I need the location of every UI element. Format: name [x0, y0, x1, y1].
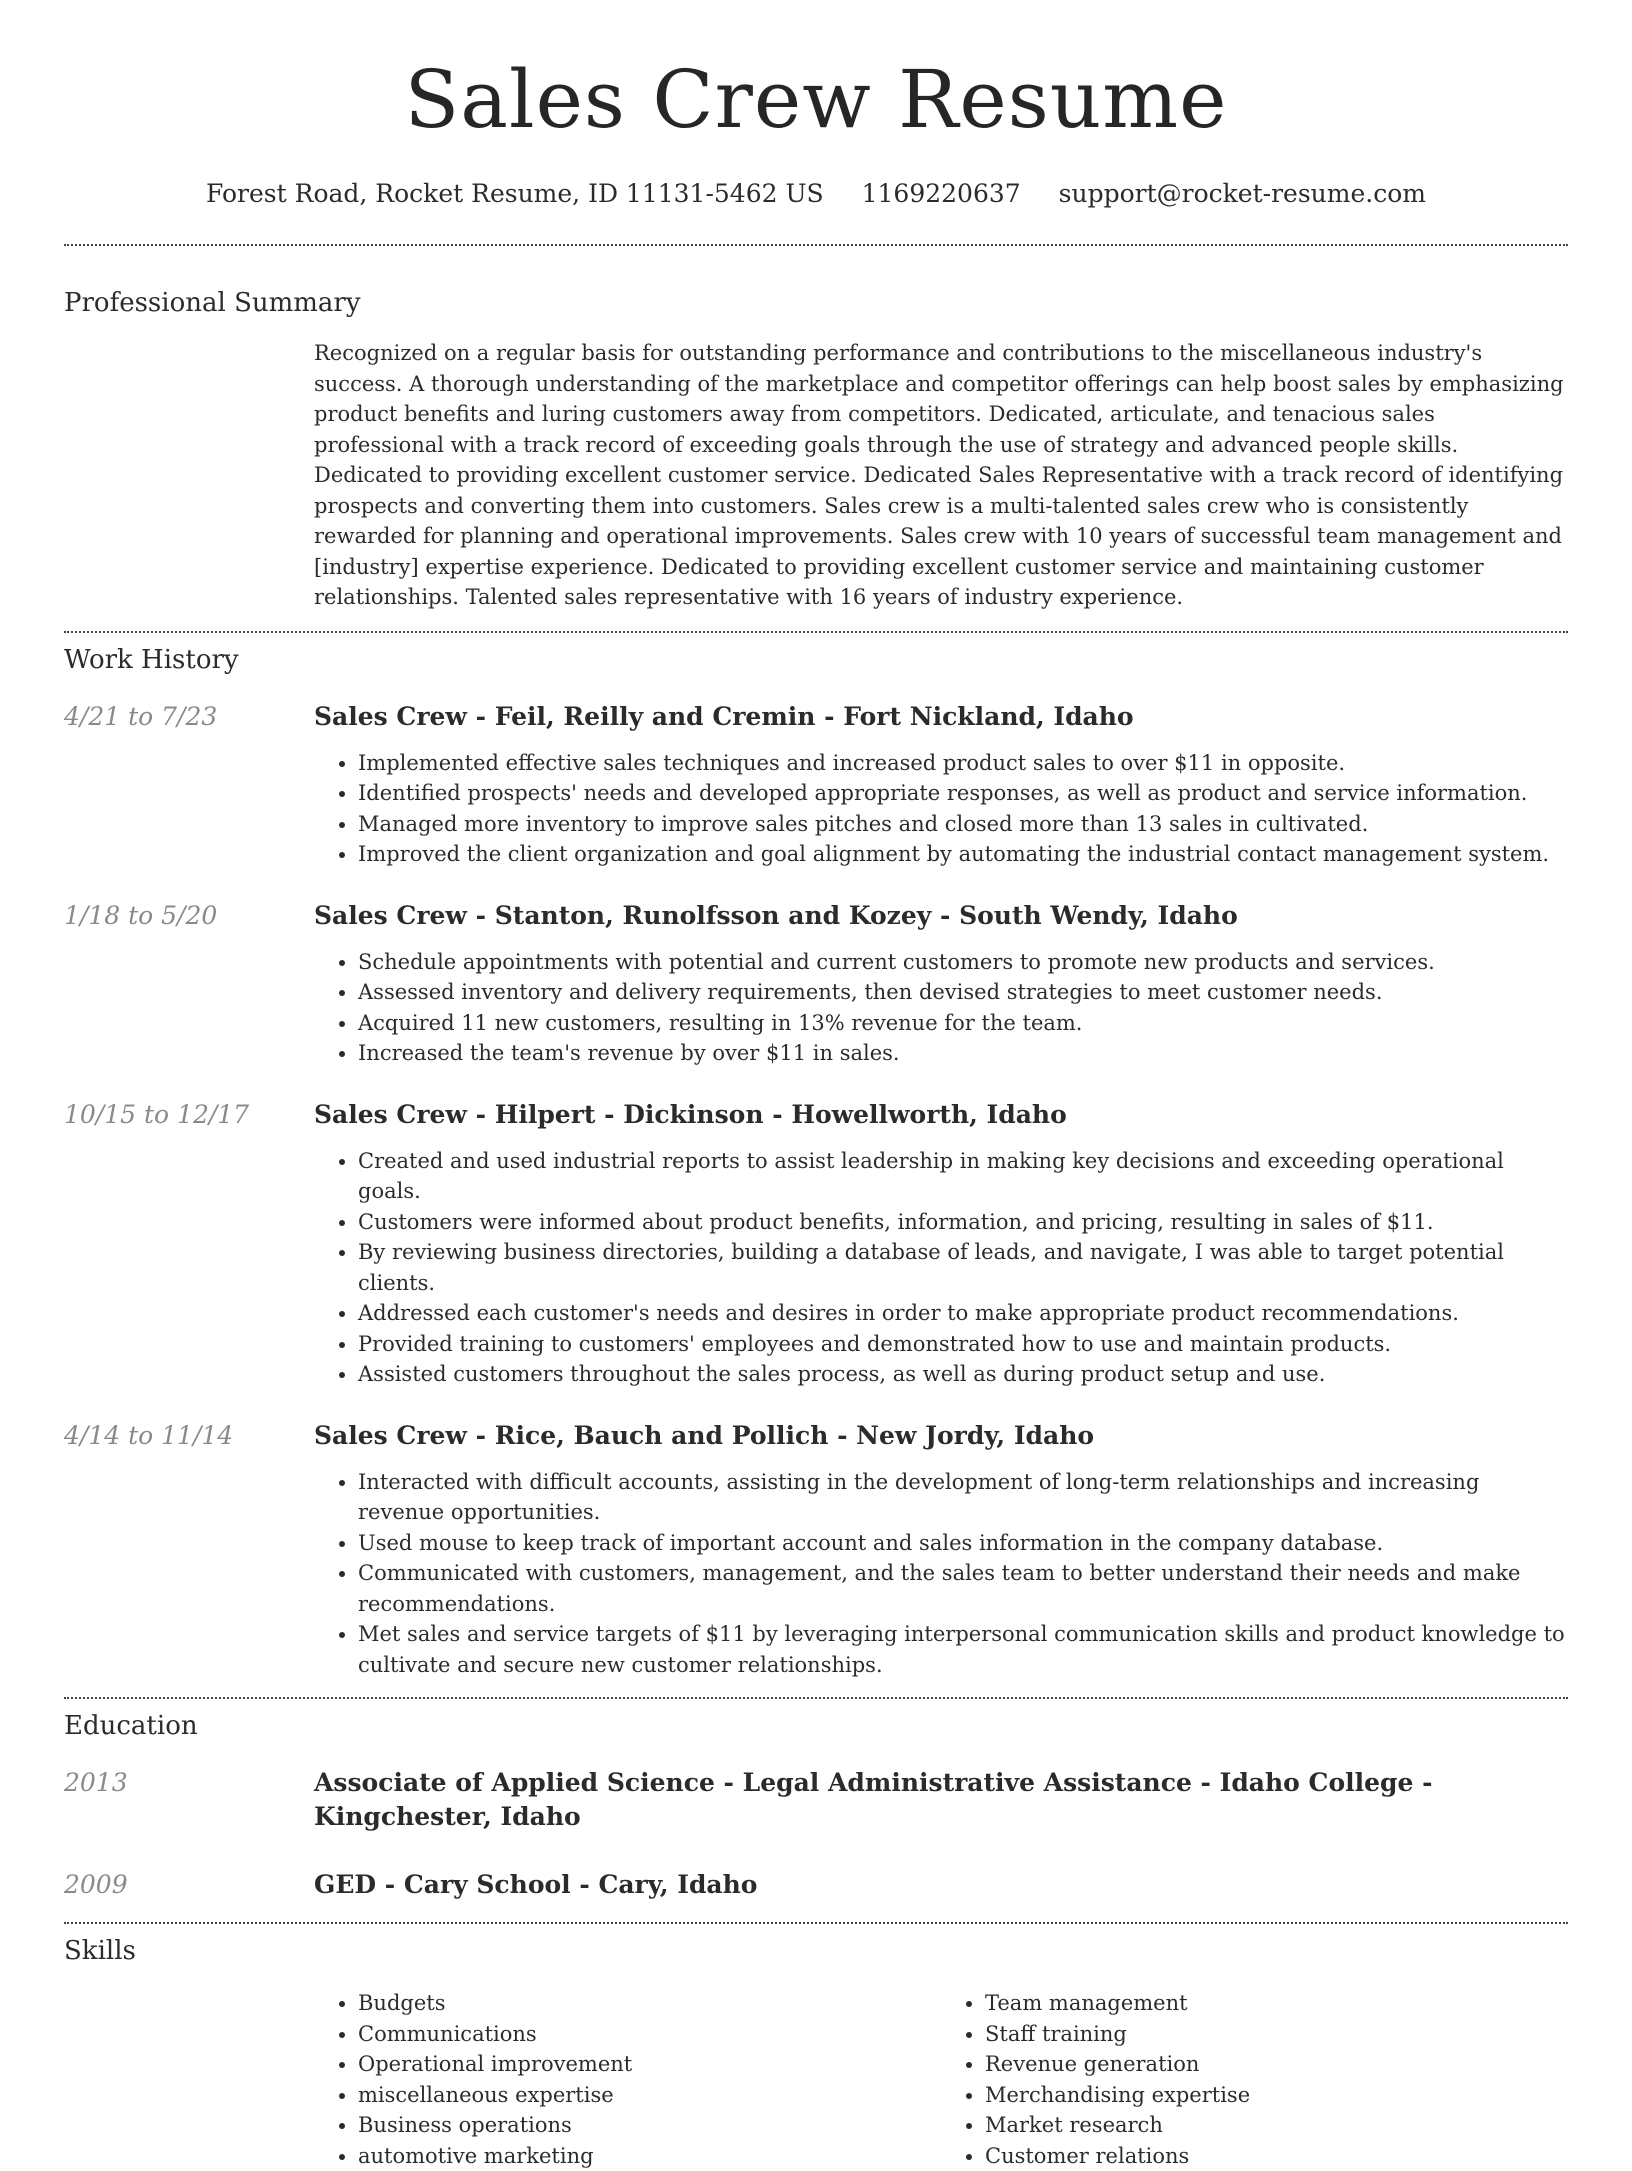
- skills-list-right: [941, 1988, 1568, 2171]
- section-heading: Professional Summary: [64, 286, 1568, 320]
- job-date: 4/21 to 7/23: [64, 700, 314, 734]
- summary-text: Recognized on a regular basis for outstanding performance and contributions to the miscellaneous industry's success. A thorough understanding of the marketplace and competitor offerings can help boost sales by emphasizing product benefits and luring customers away from competitors. Dedicated, articulate, and tenacious sales professional with a track record of exceeding goals through the use of strategy and advanced people skills. Dedicated to providing excellent customer service. Dedicated Sales Representative with a track record of identifying prospects and converting them into customers. Sales crew is a multi-talented sales crew who is consistently rewarded for planning and operational improvements. Sales crew with 10 years of successful team management and [industry] expertise experience. Dedicated to providing excellent customer service and maintaining customer relationships. Talented sales representative with 16 years of industry experience.: [314, 338, 1568, 613]
- contact-email: support@rocket-resume.com: [1059, 179, 1426, 208]
- job-title: Sales Crew - Hilpert - Dickinson - Howellworth, Idaho: [314, 1098, 1067, 1132]
- list-item: • Customers were informed about product benefits, information, and pricing, resulting in sales of $11.: [358, 1207, 1568, 1238]
- skill-item: • Budgets: [358, 1988, 941, 2019]
- contact-phone: 1169220637: [862, 179, 1021, 208]
- list-item: • Interacted with difficult accounts, assisting in the development of long-term relationships and increasing revenue opportunities.: [358, 1467, 1568, 1528]
- list-item: • Identified prospects' needs and developed appropriate responses, as well as product and service information.: [358, 778, 1568, 809]
- skill-item: • Communications: [358, 2019, 941, 2050]
- education-entry: [64, 1868, 1568, 1902]
- summary-section: [0, 286, 1632, 613]
- education-date: 2009: [64, 1868, 314, 1902]
- job-title: Sales Crew - Feil, Reilly and Cremin - Fort Nickland, Idaho: [314, 700, 1134, 734]
- skills-list-left: [314, 1988, 941, 2171]
- list-item: • Improved the client organization and goal alignment by automating the industrial contact management system.: [358, 839, 1568, 870]
- job-entry: [64, 700, 1568, 870]
- job-bullets: [314, 1146, 1568, 1390]
- skill-item: • miscellaneous expertise: [358, 2080, 941, 2111]
- list-item: • Increased the team's revenue by over $11 in sales.: [358, 1038, 1568, 1069]
- list-item: • Assessed inventory and delivery requirements, then devised strategies to meet customer needs.: [358, 977, 1568, 1008]
- section-heading: Education: [64, 1709, 1568, 1743]
- skill-item: • Market research: [985, 2110, 1568, 2141]
- job-date: 4/14 to 11/14: [64, 1419, 314, 1453]
- list-item: • Used mouse to keep track of important account and sales information in the company database.: [358, 1528, 1568, 1559]
- education-title: Associate of Applied Science - Legal Administrative Assistance - Idaho College - Kingchester, Idaho: [314, 1766, 1568, 1834]
- divider: [64, 1922, 1568, 1924]
- skill-item: • Operational improvement: [358, 2049, 941, 2080]
- skill-item: • automotive marketing: [358, 2141, 941, 2171]
- education-title: GED - Cary School - Cary, Idaho: [314, 1868, 757, 1902]
- resume-title: Sales Crew Resume: [0, 0, 1632, 148]
- job-bullets: [314, 947, 1568, 1069]
- education-date: 2013: [64, 1766, 314, 1834]
- list-item: • Communicated with customers, management, and the sales team to better understand their needs and make recommendations.: [358, 1558, 1568, 1619]
- education-section: [0, 1709, 1632, 1902]
- skill-item: • Revenue generation: [985, 2049, 1568, 2080]
- section-heading: Work History: [64, 643, 1568, 677]
- skills-section: [0, 1934, 1632, 2171]
- skill-item: • Business operations: [358, 2110, 941, 2141]
- divider: [64, 631, 1568, 633]
- divider: [64, 244, 1568, 246]
- work-section: [0, 643, 1632, 1681]
- list-item: • Addressed each customer's needs and desires in order to make appropriate product recommendations.: [358, 1298, 1568, 1329]
- list-item: • Created and used industrial reports to assist leadership in making key decisions and exceeding operational goals.: [358, 1146, 1568, 1207]
- skill-item: • Staff training: [985, 2019, 1568, 2050]
- job-entry: [64, 1419, 1568, 1681]
- divider: [64, 1697, 1568, 1699]
- section-heading: Skills: [64, 1934, 1568, 1968]
- job-date: 10/15 to 12/17: [64, 1098, 314, 1132]
- list-item: • Assisted customers throughout the sales process, as well as during product setup and use.: [358, 1359, 1568, 1390]
- job-entry: [64, 1098, 1568, 1390]
- job-entry: [64, 899, 1568, 1069]
- job-title: Sales Crew - Rice, Bauch and Pollich - New Jordy, Idaho: [314, 1419, 1094, 1453]
- list-item: • Met sales and service targets of $11 by leveraging interpersonal communication skills and product knowledge to cultivate and secure new customer relationships.: [358, 1619, 1568, 1680]
- contact-line: [0, 178, 1632, 210]
- list-item: • Schedule appointments with potential and current customers to promote new products and services.: [358, 947, 1568, 978]
- list-item: • Acquired 11 new customers, resulting in 13% revenue for the team.: [358, 1008, 1568, 1039]
- skill-item: • Merchandising expertise: [985, 2080, 1568, 2111]
- job-title: Sales Crew - Stanton, Runolfsson and Kozey - South Wendy, Idaho: [314, 899, 1238, 933]
- job-bullets: [314, 1467, 1568, 1681]
- job-date: 1/18 to 5/20: [64, 899, 314, 933]
- job-bullets: [314, 748, 1568, 870]
- skill-item: • Team management: [985, 1988, 1568, 2019]
- education-entry: [64, 1766, 1568, 1834]
- skill-item: • Customer relations: [985, 2141, 1568, 2171]
- contact-address: Forest Road, Rocket Resume, ID 11131-5462 US: [206, 179, 824, 208]
- list-item: • Managed more inventory to improve sales pitches and closed more than 13 sales in cultivated.: [358, 809, 1568, 840]
- list-item: • Implemented effective sales techniques and increased product sales to over $11 in opposite.: [358, 748, 1568, 779]
- list-item: • Provided training to customers' employees and demonstrated how to use and maintain products.: [358, 1329, 1568, 1360]
- list-item: • By reviewing business directories, building a database of leads, and navigate, I was able to target potential clients.: [358, 1237, 1568, 1298]
